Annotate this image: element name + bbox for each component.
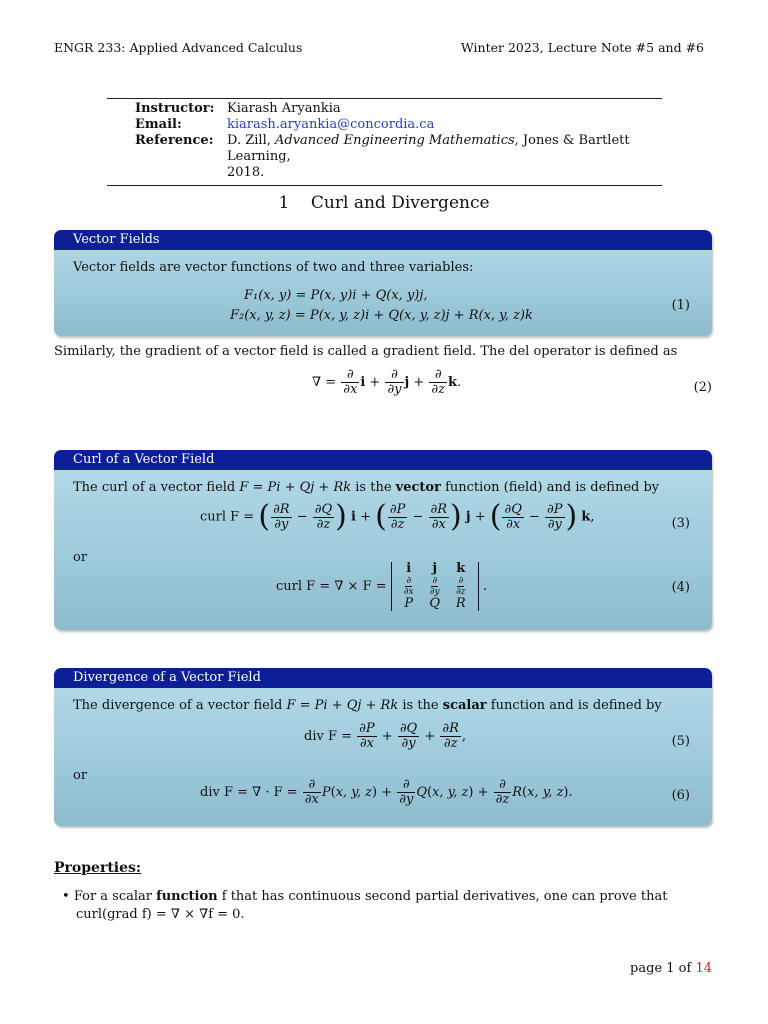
instructor-label: Instructor: (135, 101, 215, 116)
reference-year: 2018. (227, 165, 265, 180)
curl-text-post: function (field) and is defined by (440, 480, 660, 495)
equation-1b: F₂(x, y, z) = P(x, y, z)i + Q(x, y, z)j + R(x, y, z)k (230, 308, 533, 323)
equation-1a: F₁(x, y) = P(x, y)i + Q(x, y)j, (244, 288, 428, 303)
reference-book-title: Advanced Engineering Mathematics (275, 133, 515, 148)
curl-box (54, 450, 712, 630)
divergence-definition-text (73, 698, 662, 713)
section-title (0, 193, 768, 213)
div-eq6-lhs: div F = ∇ · F = (200, 785, 298, 800)
email-label: Email: (135, 117, 182, 132)
info-row-reference (107, 133, 662, 165)
curl-text-mid: is the (351, 480, 396, 495)
box-title-curl: Curl of a Vector Field (54, 450, 712, 470)
email-link[interactable]: kiarash.aryankia@concordia.ca (227, 117, 435, 132)
box-title-vector-fields: Vector Fields (54, 230, 712, 250)
reference-publisher: , Jones & Bartlett Learning, (227, 133, 630, 164)
curl-eq4-lhs: curl F = ∇ × F = (276, 579, 387, 594)
curl-text-pre: The curl of a vector field (73, 480, 240, 495)
section-name: Curl and Divergence (310, 193, 490, 213)
curl-definition-text (73, 480, 659, 495)
equation-number-5: (5) (671, 734, 690, 749)
equation-5: div F = $\frac{\partial P}{\partial x}$ + $\frac{\partial Q}{\partial y}$ + $\frac{\partial R}{\partial z}$ , (304, 721, 467, 751)
info-row-email (107, 117, 662, 133)
equation-number-4: (4) (671, 580, 690, 595)
info-row-instructor (107, 101, 662, 117)
div-text-pre: The divergence of a vector field (73, 698, 287, 713)
equation-6: div F = ∇ · F = $\frac{\partial}{\partial x}$ P(x, y, z) + $\frac{\partial}{\partial y}$ Q(x, y, z) + $\frac{\partial}{\partial z}$ R(x, y, z). (200, 777, 573, 807)
equation-number-1: (1) (671, 298, 690, 313)
reference-label: Reference: (135, 133, 214, 148)
equation-4: curl F = ∇ × F = i j k ∂ ∂x ∂ ∂y ∂ ∂z P Q R . (276, 561, 488, 611)
reference-author: D. Zill, (227, 133, 275, 148)
section-number: 1 (278, 193, 290, 213)
div-text-post: function and is defined by (486, 698, 662, 713)
curl-eq3-lhs: curl F = (200, 509, 255, 525)
box-title-divergence: Divergence of a Vector Field (54, 668, 712, 688)
bullet-line-2: curl(grad f) = ∇ × ∇f = 0. (76, 907, 245, 922)
instructor-value: Kiarash Aryankia (227, 101, 341, 116)
equation-number-2: (2) (693, 380, 712, 395)
equation-number-6: (6) (671, 788, 690, 803)
divergence-or: or (73, 768, 88, 783)
curl-text-vector: vector (395, 480, 441, 495)
info-block (107, 98, 662, 186)
divergence-box (54, 668, 712, 826)
page-text: page 1 of (630, 961, 692, 976)
page-total-link[interactable]: 14 (695, 961, 712, 976)
equation-2: ∇ = $\frac{\partial}{\partial x}$ i + $\frac{\partial}{\partial y}$ j + $\frac{\partial}{\partial z}$ k. (312, 367, 462, 397)
bullet-post: f that has continuous second partial derivatives, one can prove that (217, 889, 668, 904)
curl-determinant: i j k ∂ ∂x ∂ ∂y ∂ ∂z P Q R (391, 562, 479, 611)
info-row-reference-year (107, 165, 662, 181)
curl-text-field: F = Pi + Qj + Rk (239, 480, 352, 495)
curl-or: or (73, 550, 88, 565)
reference-value (227, 133, 662, 165)
vector-fields-text: Vector fields are vector functions of two and three variables: (73, 260, 474, 275)
term-title: Winter 2023, Lecture Note #5 and #6 (460, 40, 704, 55)
del-operator-lhs: ∇ = (312, 375, 337, 390)
bullet-pre: For a scalar (73, 889, 157, 904)
page-number (630, 961, 712, 976)
gradient-paragraph: Similarly, the gradient of a vector field is called a gradient field. The del operator is defined as (54, 344, 678, 359)
course-title: ENGR 233: Applied Advanced Calculus (54, 40, 303, 55)
div-text-field: F = Pi + Qj + Rk (286, 698, 399, 713)
div-eq5-lhs: div F = (304, 729, 353, 744)
properties-bullet: • For a scalar function f that has continuous second partial derivatives, one can prove that curl(grad f) = ∇ × ∇f = 0. (62, 888, 712, 924)
div-text-mid: is the (398, 698, 443, 713)
properties-heading: Properties: (54, 860, 142, 876)
div-text-scalar: scalar (442, 698, 487, 713)
equation-3: curl F = ( $\frac{\partial R}{\partial y}$ − $\frac{\partial Q}{\partial z}$ ) i + ( $\frac{\partial P}{\partial z}$ − $\frac{\partial R}{\partial x}$ ) j + ( $\frac{\partial Q}{\partial x}$ − $\frac{\partial P}{\partial y}$ ) k, (200, 499, 595, 534)
bullet-function: function (156, 889, 218, 904)
vector-fields-box (54, 230, 712, 336)
equation-number-3: (3) (671, 516, 690, 531)
